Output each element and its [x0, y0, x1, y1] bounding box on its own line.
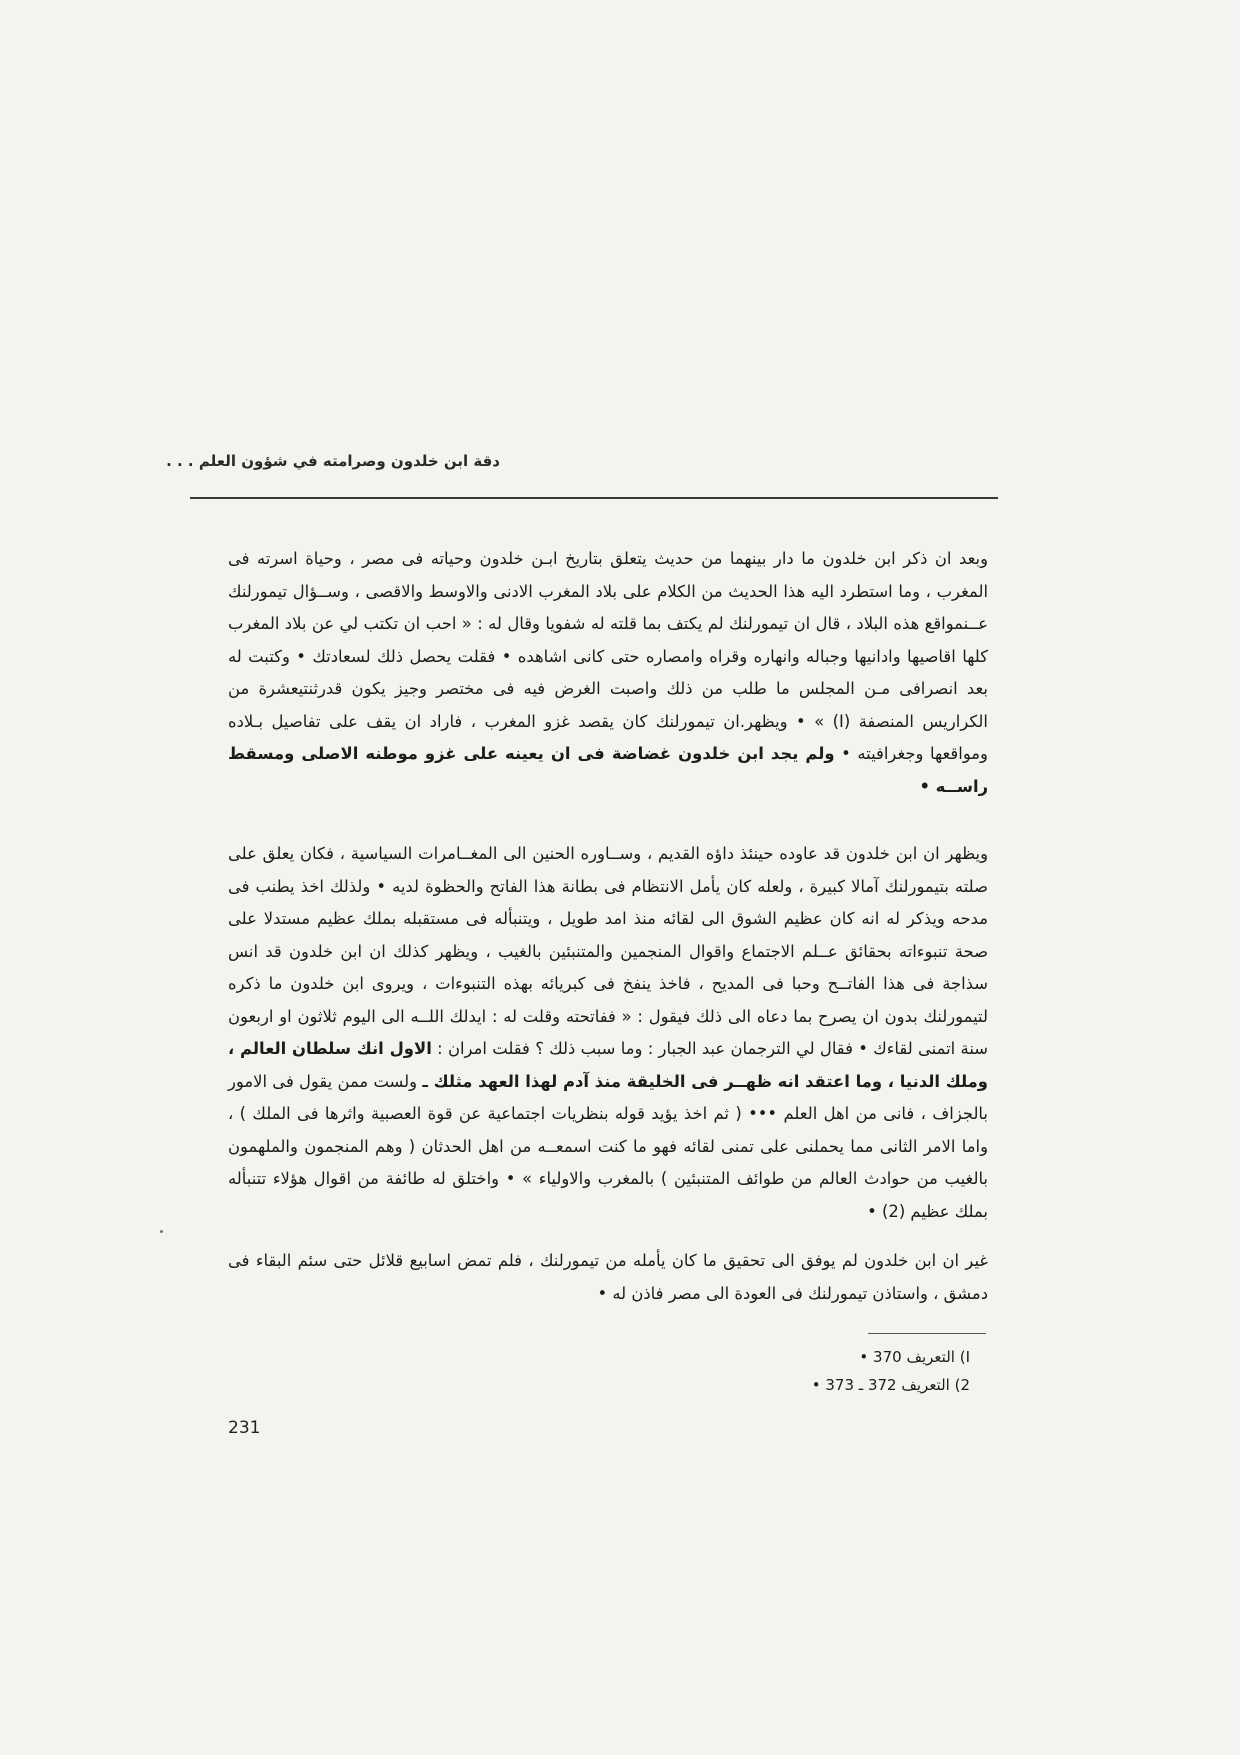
header-rule — [190, 497, 998, 499]
paragraph-1-bold: ولم يجد ابن خلدون غضاضة فى ان يعينه على غزو موطنه الاصلى ومسقط راســه • — [228, 744, 988, 796]
paragraph-3 — [228, 1245, 988, 1310]
running-header: دقة ابن خلدون وصرامته في شؤون العلم . . . — [166, 452, 500, 470]
paragraph-1-text: وبعد ان ذكر ابن خلدون ما دار بينهما من حديث يتعلق بتاريخ ابـن خلدون وحياته فى مصر ، وحياة اسرته فى المغرب ، وما استطرد اليه هذا الحديث من الكلام على بلاد المغرب الادنى والاوسط والاقصى ، وســؤال تيمورلنك عــنمواقع هذه البلاد ، قال ان تيمورلنك لم يكتف بما قلته له شفويا وقال له : « احب ان تكتب لي عن بلاد المغرب كلها اقاصيها وادانيها وجباله وانهاره وقراه وامصاره حتى كانى اشاهده • فقلت يحصل ذلك لسعادتك • وكتبت له بعد انصرافى مـن المجلس ما طلب من ذلك واصبت الغرض فيه فى مختصر وجيز يكون قدرثنتيعشرة من الكراريس المنصفة (I) » • ويظهر.ان تيمورلنك كان يقصد غزو المغرب ، فاراد ان يقف على تفاصيل بـلاده ومواقعها وجغرافيته • — [228, 549, 988, 763]
paragraph-3-text: غير ان ابن خلدون لم يوفق الى تحقيق ما كان يأمله من تيمورلنك ، فلم تمض اسابيع قلائل حتى سئم البقاء فى دمشق ، واستاذن تيمورلنك فى العودة الى مصر فاذن له • — [228, 1251, 988, 1303]
paragraph-2-text-1: ويظهر ان ابن خلدون قد عاوده حينئذ داؤه القديم ، وســاوره الحنين الى المغــامرات السياسية ، فكان يعلق على صلته بتيمورلنك آمالا كبيرة ، ولعله كان يأمل الانتظام فى بطانة هذا الفاتح والحظوة لديه • ولذلك اخذ يطنب فى مدحه ويذكر له انه كان عظيم الشوق الى لقائه منذ امد طويل ، ويتنبأله فى مستقبله بملك عظيم مستدلا على صحة تنبوءاته بحقائق عــلم الاجتماع واقوال المنجمين والمتنبئين بالغيب ، ويظهر كذلك ان ابن خلدون قد انس سذاجة فى هذا الفاتــح وحبا فى المديح ، فاخذ ينفخ فى كبريائه بهذه التنبوءات ، ويروى ابن خلدون ما ذكره لتيمورلنك بدون ان يصرح بما دعاه الى ذلك فيقول : « ففاتحته وقلت له : ايدلك اللــه الى اليوم ثلاثون او اربعون سنة اتمنى لقاءك • فقال لي الترجمان عبد الجبار : وما سبب ذلك ؟ فقلت امران : — [228, 844, 988, 1058]
paragraph-2-bold: الاول انك سلطان العالم ، وملك الدنيا ، وما اعتقد انه ظهــر فى الخليقة منذ آدم لهذا العهد مثلك ـ — [228, 1039, 988, 1091]
paragraph-2-text-2: ولست ممن يقول فى الامور بالجزاف ، فانى من اهل العلم ••• ( ثم اخذ يؤيد قوله بنظريات اجتماعية عن قوة العصبية واثرها فى الملك ) ، واما الامر الثانى مما يحملنى على تمنى لقائه فهو ما كنت اسمعــه من اهل الحدثان ( وهم المنجمون والملهمون بالغيب من حوادث العالم من طوائف المتنبئين ) بالمغرب والاولياء » • واختلق له طائفة من اقوال هؤلاء تتنبأله بملك عظيم (2) • — [228, 1071, 988, 1221]
footnote-2: 2) التعريف 372 ـ 373 • — [811, 1376, 970, 1394]
paragraph-1 — [228, 543, 988, 803]
footnote-1: I) التعريف 370 • — [859, 1348, 970, 1366]
paragraph-2 — [228, 838, 988, 1228]
page-number: 231 — [228, 1418, 261, 1438]
footnotes — [640, 1343, 970, 1399]
footnote-rule — [868, 1333, 986, 1334]
scan-speck — [160, 1230, 163, 1233]
